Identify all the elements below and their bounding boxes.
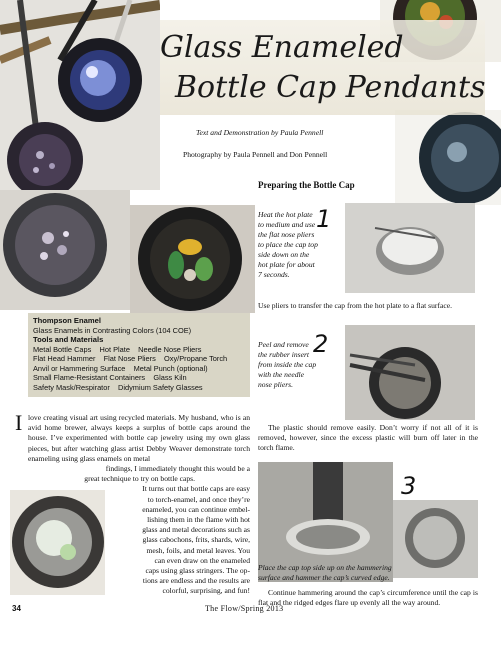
step2-photo [345,325,475,420]
tools-line: Small Flame-Resistant Containers Glass Kiln [33,373,187,382]
step3-caption: Place the cap top side up on the hammering surface and hammer the cap’s curved edge. [258,563,392,582]
step1-after: Use pliers to transfer the cap from the hot plate to a flat surface. [258,301,452,310]
step2-caption: Peel and remove the rubber insert from inside the cap with the needle nose pliers. [258,340,317,389]
page-number: 34 [12,604,21,613]
section-heading: Preparing the Bottle Cap [258,180,355,190]
page-title [160,28,490,108]
title-line-2: Bottle Cap Pendants [175,70,486,105]
step1-number: 1 [316,205,332,233]
intro-line: caps using glass stringers. The op- [145,566,250,576]
tools-line: Flat Head Hammer Flat Nose Pliers Oxy/Propane Torch [33,354,228,363]
intro-line: can even draw on the enameled [154,555,250,565]
tools-line: Anvil or Hammering Surface Metal Punch (optional) [33,363,208,373]
intro-line: glass and metal decorations such as [142,525,250,535]
intro-line: mesh, foils, and metal leaves. You [146,545,250,555]
tools-enamel-line: Glass Enamels in Contrasting Colors (104 COE) [33,325,192,335]
drop-cap: I [15,410,23,435]
step2-number: 2 [313,330,329,358]
tools-heading-materials: Tools and Materials [33,335,104,344]
tools-box [28,313,250,397]
intro-line: tions are endless and the results are [142,576,250,586]
magazine-footer: The Flow/Spring 2013 [205,604,284,613]
pendants-photo [0,0,160,190]
intro-line: glass cabochons, frits, shards, wire, [142,535,250,545]
intro-line: great technique to try on bottle caps. [84,474,195,484]
intro-line: enameled, you can continue embel- [142,504,250,514]
floral-pendant-photo [130,205,255,313]
intro-line: It turns out that bottle caps are easy [142,484,250,494]
dark-pendant-photo [395,110,501,205]
text-credit: Text and Demonstration by Paula Pennell [196,128,324,137]
tools-heading-enamel: Thompson Enamel [33,316,101,325]
step1-photo [345,203,475,293]
grey-pendant-photo [0,190,130,310]
step3-after: Continue hammering around the cap’s circumference until the cap is flat and the ridged edges flare up evenly all the way around. [258,588,478,608]
tools-line: Safety Mask/Respirator Didymium Safety Glasses [33,382,203,392]
step2-after: The plastic should remove easily. Don’t worry if not all of it is removed, however, since the excess plastic will burn off later in the torch flame. [258,423,478,453]
step1-caption: Heat the hot plate to medium and use the flat nose pliers to place the cap top side down on the hot plate for about 7 seconds. [258,210,318,279]
intro-line: lishing them in the flame with hot [147,515,250,525]
title-line-1: Glass Enameled [160,30,404,65]
intro-line: to torch-enamel, and once they’re [147,494,250,504]
intro-line: colorful, surprising, and fun! [162,586,250,596]
tools-line: Metal Bottle Caps Hot Plate Needle Nose Pliers [33,344,202,354]
intro-first-para: love creating visual art using recycled materials. My husband, who is an avid home brewer, always keeps a surplus of bottle caps around the house. I’ve experimented with bottle cap jewelry using my own glass pieces, but after watching glass artist Debby Weaver demonstrate torch enameling using glass enamels on metal [28,413,250,463]
intro-wrapped-text [75,464,250,597]
photo-credit: Photography by Paula Pennell and Don Pennell [183,150,328,159]
step3-number: 3 [401,472,417,500]
intro-line: findings, I immediately thought this would be a [105,464,250,473]
step3-right-photo [393,500,478,578]
